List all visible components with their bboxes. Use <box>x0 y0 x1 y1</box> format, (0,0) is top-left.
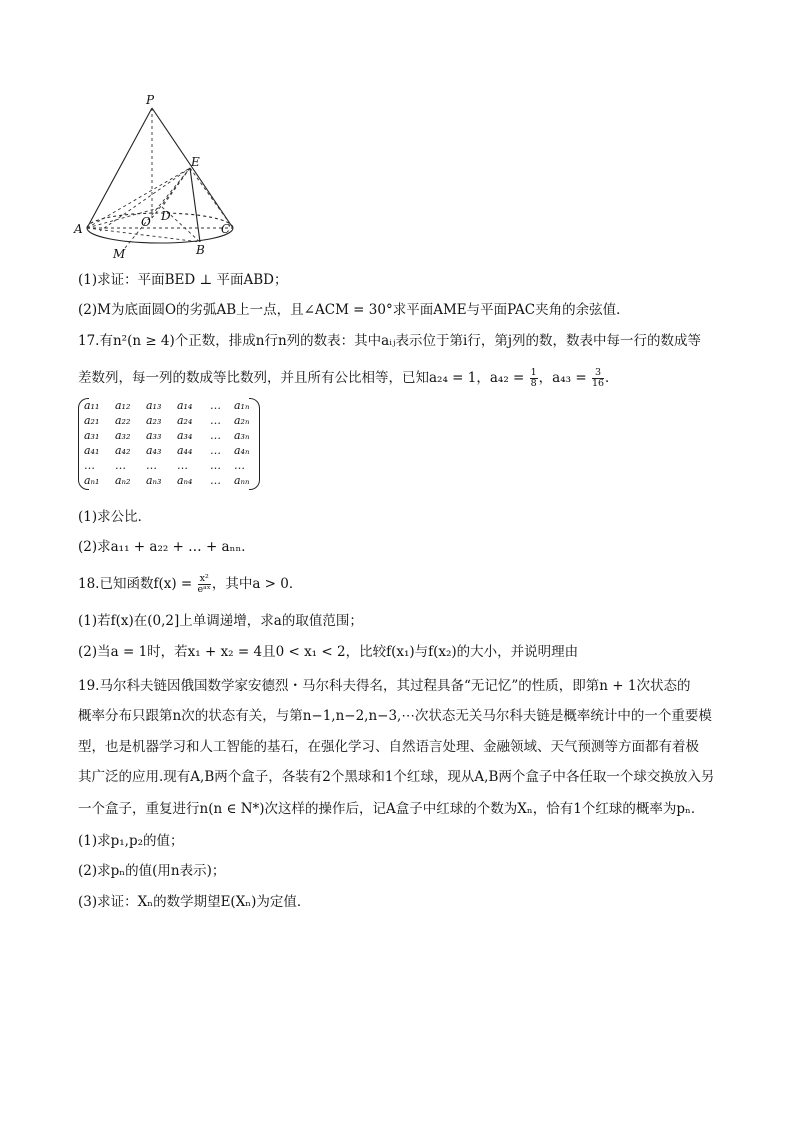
number-table-matrix <box>78 398 260 488</box>
q19-stem-line4: 其广泛的应用.现有A,B两个盒子，各装有2个黑球和1个红球，现从A,B两个盒子中各任取一个球交换放入另 <box>78 769 715 785</box>
matrix-cell: … <box>234 459 245 472</box>
matrix-cell: a₄₄ <box>177 444 193 457</box>
fraction-x2-over-eax: $\frac{\text{x²}}{\text{eᵃˣ}}$ <box>197 573 211 595</box>
q17-part2: (2)求a₁₁ + a₂₂ + … + aₙₙ． <box>78 539 255 555</box>
q18-stem <box>78 574 728 595</box>
matrix-cell: … <box>146 459 157 472</box>
q18-part2: (2)当a = 1时，若x₁ + x₂ = 4且0 < x₁ < 2，比较f(x₁)与f(x₂)的大小，并说明理由 <box>78 644 579 660</box>
matrix-cell: … <box>210 414 221 427</box>
matrix-cell: aₙ₁ <box>84 474 100 487</box>
q17-end-punct: ． <box>605 370 619 386</box>
q17-stem-line2-text: 差数列，每一列的数成等比数列，并且所有公比相等，已知a₂₄ = 1，a₄₂ = <box>78 370 529 386</box>
label-D: D <box>161 209 171 223</box>
matrix-cell: … <box>210 399 221 412</box>
matrix-cell: a₂₄ <box>177 414 193 427</box>
matrix-cell: … <box>210 429 221 442</box>
label-A: A <box>74 222 83 236</box>
matrix-cell: … <box>210 459 221 472</box>
q19-stem-line2: 概率分布只跟第n次的状态有关，与第n−1,n−2,n−3,⋯次状态无关马尔科夫链是概率统计中的一个重要模 <box>78 708 712 724</box>
matrix-cell: a₃₂ <box>115 429 131 442</box>
fraction-1-8: $\frac{1}{8}$ <box>530 367 537 389</box>
matrix-cell: a₂₁ <box>84 414 100 427</box>
fraction-3-16: $\frac{3}{16}$ <box>591 367 605 389</box>
q17-a43-label: ，a₄₃ = <box>538 370 591 386</box>
matrix-cell: a₄ₙ <box>234 444 250 457</box>
matrix-cell: aₙₙ <box>234 474 250 487</box>
q17-stem-line2 <box>78 368 728 389</box>
matrix-cell: a₁₁ <box>84 399 100 412</box>
matrix-cell: a₂ₙ <box>234 414 250 427</box>
matrix-cell: … <box>210 474 221 487</box>
matrix-cell: a₃₁ <box>84 429 100 442</box>
matrix-cell: a₁₃ <box>146 399 162 412</box>
matrix-cell: a₃₃ <box>146 429 162 442</box>
matrix-cell: a₁ₙ <box>234 399 250 412</box>
matrix-cell: aₙ₃ <box>146 474 162 487</box>
q19-part1: (1)求p₁,p₂的值； <box>78 833 184 849</box>
matrix-cell: a₃ₙ <box>234 429 250 442</box>
q18-condition: ，其中a > 0． <box>211 576 303 592</box>
q19-part3: (3)求证：Xₙ的数学期望E(Xₙ)为定值． <box>78 894 311 910</box>
label-E: E <box>191 155 200 169</box>
q19-stem-line3: 型，也是机器学习和人工智能的基石，在强化学习、自然语言处理、金融领域、天气预测等方面都有着极 <box>78 739 699 755</box>
matrix-cell: a₄₂ <box>115 444 131 457</box>
matrix-cell: a₄₁ <box>84 444 100 457</box>
label-O: O <box>141 215 151 229</box>
matrix-cell: a₂₃ <box>146 414 162 427</box>
label-C: C <box>221 222 231 236</box>
matrix-cell: a₁₄ <box>177 399 193 412</box>
q16-part1: (1)求证：平面BED ⊥ 平面ABD； <box>78 272 288 288</box>
q19-stem-line5: 一个盒子，重复进行n(n ∈ N*)次这样的操作后，记A盒子中红球的个数为Xₙ，恰有1个红球的概率为pₙ． <box>78 801 705 817</box>
matrix-cell: a₁₂ <box>115 399 131 412</box>
q18-stem-text: 18.已知函数f(x) = <box>78 576 197 592</box>
matrix-cell: aₙ₄ <box>177 474 193 487</box>
matrix-cell: a₂₂ <box>115 414 131 427</box>
q16-part2: (2)M为底面圆O的劣弧AB上一点，且∠ACM = 30°求平面AME与平面PAC夹角的余弦值． <box>78 302 630 318</box>
matrix-cell: … <box>210 444 221 457</box>
label-B: B <box>196 243 205 257</box>
q17-stem-line1: 17.有n²(n ≥ 4)个正数，排成n行n列的数表：其中aᵢⱼ表示位于第i行，第j列的数，数表中每一行的数成等 <box>78 333 702 349</box>
matrix-cell: a₃₄ <box>177 429 193 442</box>
q18-part1: (1)若f(x)在(0,2]上单调递增，求a的取值范围； <box>78 613 363 629</box>
matrix-cell: … <box>84 459 95 472</box>
q17-part1: (1)求公比． <box>78 509 152 525</box>
q19-stem-line1: 19.马尔科夫链因俄国数学家安德烈・马尔科夫得名，其过程具备“无记忆”的性质，即第n + 1次状态的 <box>78 678 691 694</box>
cone-figure <box>70 92 250 267</box>
matrix-cell: a₄₃ <box>146 444 162 457</box>
matrix-cell: aₙ₂ <box>115 474 131 487</box>
matrix-cell: … <box>115 459 126 472</box>
q19-part2: (2)求pₙ的值(用n表示)； <box>78 863 226 879</box>
matrix-cell: … <box>177 459 188 472</box>
label-P: P <box>146 93 155 107</box>
label-M: M <box>113 247 126 261</box>
